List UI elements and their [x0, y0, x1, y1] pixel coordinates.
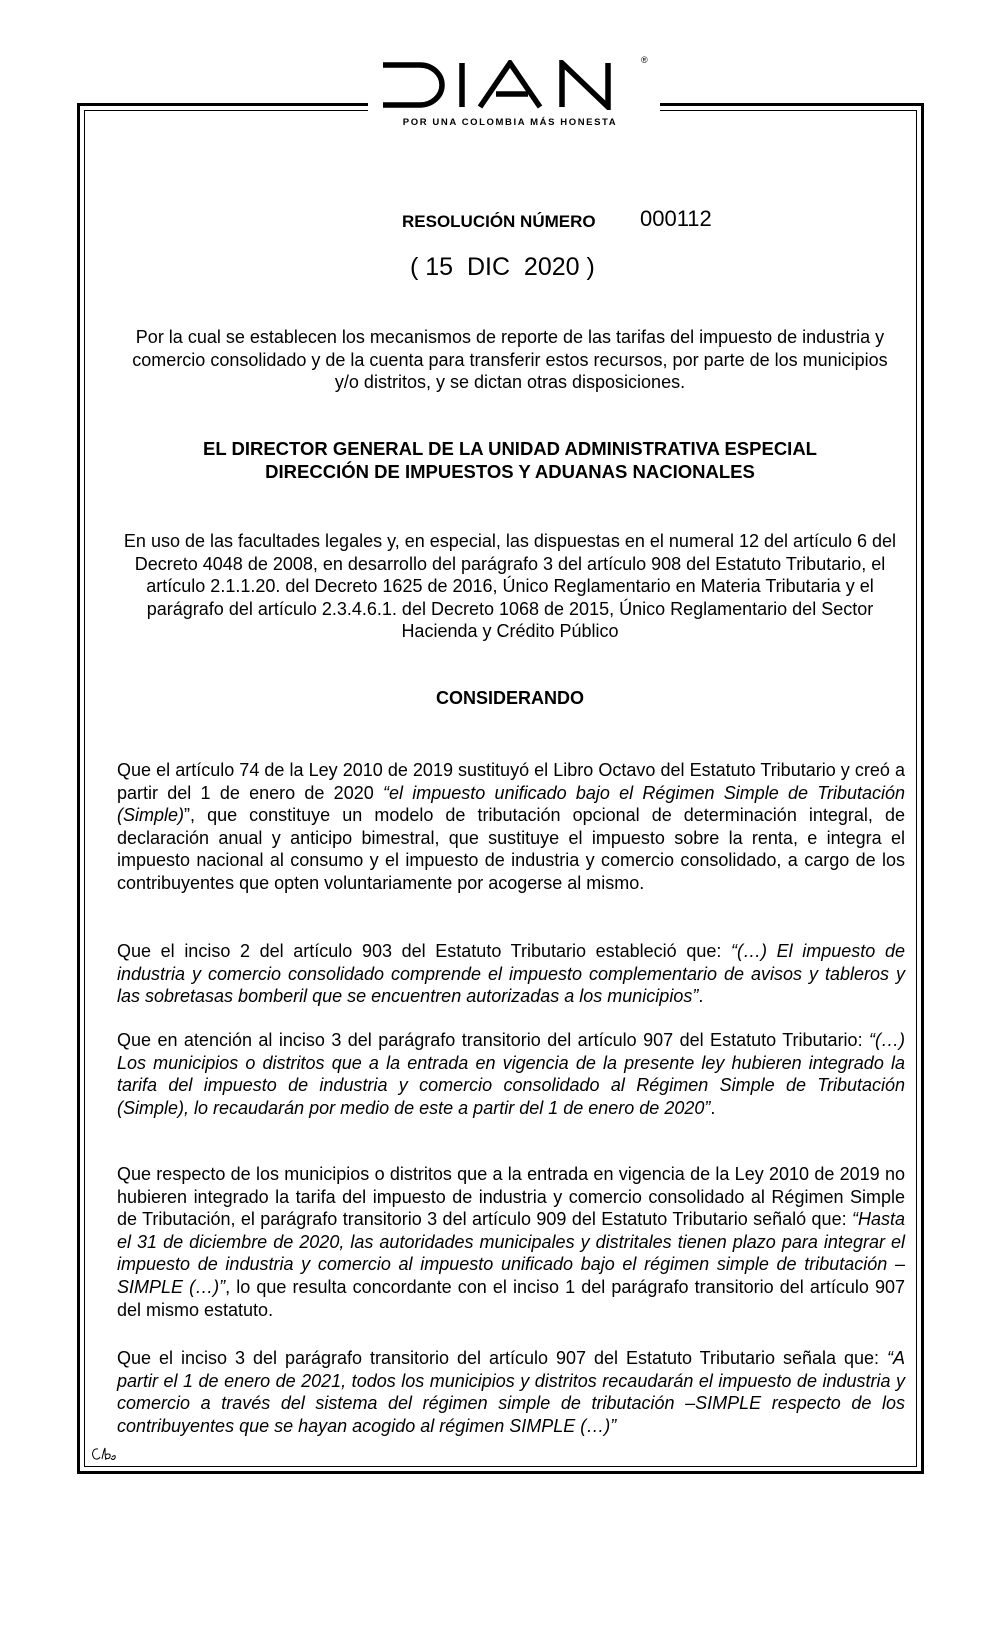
- p5-quote: “A partir el 1 de enero de 2021, todos los municipios y distritos recaudarán el impuesto de industria y comercio a través del sistema del régimen simple de tributación –SIMPLE respecto de los contribuyentes que se hayan acogido al régimen SIMPLE (…)”: [117, 1348, 905, 1436]
- p4-quote: “Hasta el 31 de diciembre de 2020, las autoridades municipales y distritales tienen plazo para integrar el impuesto de industria y comercio al impuesto unificado bajo el régimen simple de tributación – SIMPLE (…)”: [117, 1209, 905, 1297]
- p2-text-end: .: [698, 986, 704, 1007]
- resolution-number: 000112: [640, 206, 712, 231]
- logo-tagline: POR UNA COLOMBIA MÁS HONESTA: [402, 117, 618, 128]
- p2-quote: “(…) El impuesto de industria y comercio consolidado comprende el impuesto complementario de avisos y tableros y las sobretasas bomberil que se encuentren autorizadas a los municipios”: [117, 941, 905, 1007]
- p4-text-end: , lo que resulta concordante con el inciso 1 del parágrafo transitorio del artículo 907 del mismo estatuto.: [117, 1276, 905, 1320]
- p3-text: Que en atención al inciso 3 del parágrafo transitorio del artículo 907 del Estatuto Tributario:: [117, 1030, 870, 1050]
- considering-paragraph-3: [117, 1029, 905, 1119]
- p5-text: Que el inciso 3 del parágrafo transitorio del artículo 907 del Estatuto Tributario señala que:: [117, 1348, 887, 1368]
- resolution-date: ( 15 DIC 2020 ): [410, 253, 595, 281]
- considering-heading: CONSIDERANDO: [435, 688, 584, 708]
- authority-line-2: DIRECCIÓN DE IMPUESTOS Y ADUANAS NACIONALES: [265, 460, 755, 482]
- p3-quote: “(…) Los municipios o distritos que a la entrada en vigencia de la presente ley hubieren integrado la tarifa del impuesto de industria y comercio consolidado al Régimen Simple de Tributación (Simple), lo recaudarán por medio de este a partir del 1 de enero de 2020”: [117, 1030, 905, 1118]
- resolution-label: RESOLUCIÓN NÚMERO: [402, 212, 596, 231]
- registered-mark: ®: [641, 55, 648, 65]
- resolution-subject: Por la cual se establecen los mecanismos de reporte de las tarifas del impuesto de industria y comercio consolidado y de la cuenta para transferir estos recursos, por parte de los municipios y/o distritos, y se dictan otras disposiciones.: [132, 327, 888, 393]
- dian-logo: [380, 60, 650, 110]
- authority-line-1: EL DIRECTOR GENERAL DE LA UNIDAD ADMINISTRATIVA ESPECIAL: [203, 438, 817, 459]
- p2-text: Que el inciso 2 del artículo 903 del Estatuto Tributario estableció que:: [117, 941, 732, 961]
- p1-text: Que el artículo 74 de la Ley 2010 de 2019 sustituyó el Libro Octavo del Estatuto Tributario y creó a partir del 1 de enero de 2020: [117, 760, 905, 803]
- p4-text: Que respecto de los municipios o distritos que a la entrada en vigencia de la Ley 2010 de 2019 no hubieren integrado la tarifa del impuesto de industria y comercio consolidado al Régimen Simple de Tributación, el parágrafo transitorio 3 del artículo 909 del Estatuto Tributario señaló que:: [117, 1164, 905, 1230]
- considering-paragraph-5: [117, 1347, 905, 1437]
- p1-quote: “el impuesto unificado bajo el Régimen Simple de Tributación (Simple): [117, 782, 905, 826]
- handwritten-initials: [90, 1445, 118, 1463]
- issuing-authority: [120, 438, 900, 483]
- considering-paragraph-4: [117, 1163, 905, 1321]
- legal-powers: En uso de las facultades legales y, en especial, las dispuestas en el numeral 12 del artículo 6 del Decreto 4048 de 2008, en desarrollo del parágrafo 3 del artículo 908 del Estatuto Tributario, el artículo 2.1.1.20. del Decreto 1625 de 2016, Único Reglamentario en Materia Tributaria y el parágrafo del artículo 2.3.4.6.1. del Decreto 1068 de 2015, Único Reglamentario del Sector Hacienda y Crédito Público: [123, 531, 897, 642]
- considering-paragraph-1: [117, 759, 905, 895]
- considering-paragraph-2: [117, 940, 905, 1008]
- p3-text-end: .: [710, 1097, 716, 1118]
- p1-text-end: ”, que constituye un modelo de tributación opcional de determinación integral, de declaración anual y anticipo bimestral, que sustituye el impuesto sobre la renta, e integra el impuesto nacional al consumo y el impuesto de industria y comercio consolidado, a cargo de los contribuyentes que opten voluntariamente por acogerse al mismo.: [117, 805, 905, 893]
